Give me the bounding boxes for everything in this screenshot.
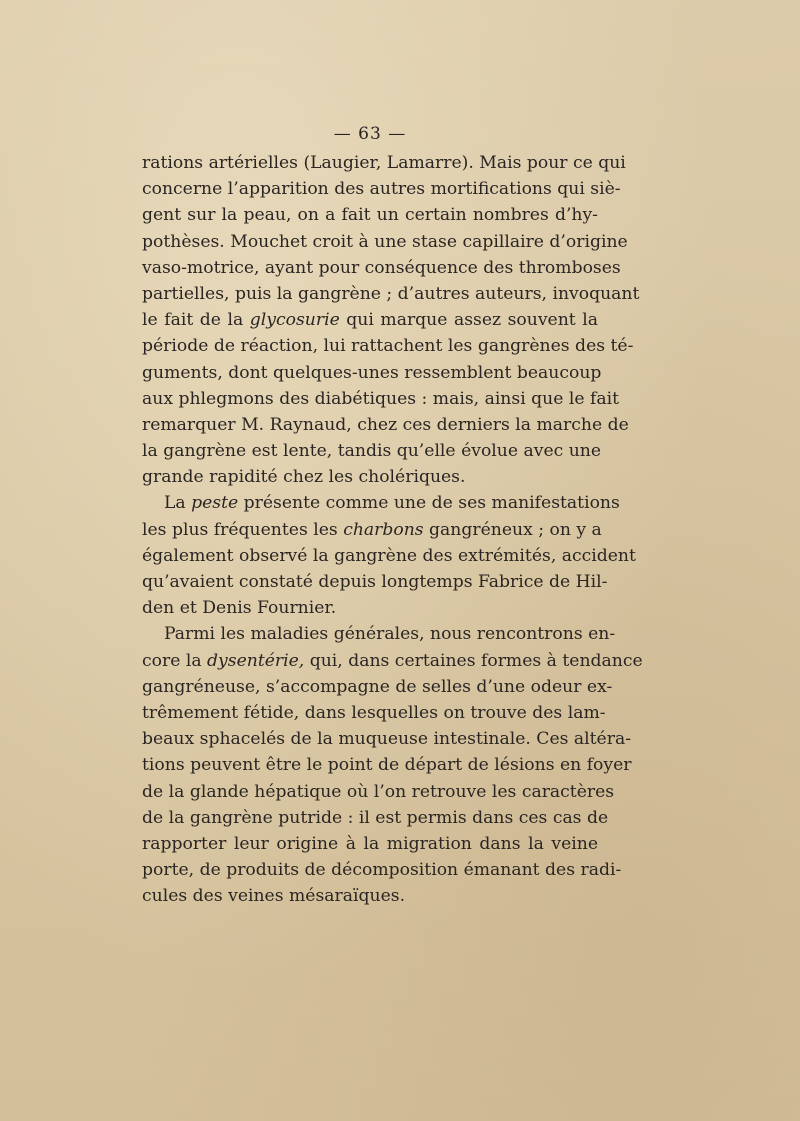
- text-line: [142, 307, 598, 333]
- text-line: [142, 779, 615, 805]
- text-line: [142, 569, 608, 595]
- text-segment: trêmement fétide, dans lesquelles on trouve des lam-: [142, 702, 606, 723]
- text-segment: qui, dans certaines formes à tendance: [304, 650, 643, 671]
- text-line: [142, 464, 598, 490]
- text-segment: de la glande hépatique où l’on retrouve les caractères: [142, 781, 615, 802]
- text-line: [142, 595, 598, 621]
- text-segment: porte, de produits de décomposition émanant des radi-: [142, 860, 622, 881]
- text-segment: La: [164, 493, 192, 514]
- text-segment: remarquer M. Raynaud, chez ces derniers la marche de: [142, 414, 629, 435]
- text-line: [142, 726, 631, 752]
- text-segment: rapporter leur origine à la migration dans la veine: [142, 833, 598, 854]
- text-line: [142, 281, 640, 307]
- text-segment: qui marque assez souvent la: [339, 310, 598, 331]
- italic-term: dysentérie,: [207, 650, 305, 671]
- page-number: — 63 —: [333, 124, 407, 144]
- text-segment: guments, dont quelques-unes ressemblent beaucoup: [142, 362, 602, 383]
- text-segment: den et Denis Fournier.: [142, 598, 337, 619]
- text-line: [142, 883, 598, 909]
- text-line: [142, 752, 632, 778]
- text-segment: cules des veines mésaraïques.: [142, 886, 406, 907]
- text-line: [142, 700, 606, 726]
- text-segment: période de réaction, lui rattachent les gangrènes des té-: [142, 336, 634, 357]
- text-segment: la gangrène est lente, tandis qu’elle évolue avec une: [142, 441, 602, 462]
- text-segment: partielles, puis la gangrène ; d’autres auteurs, invoquant: [142, 283, 640, 304]
- text-line: [142, 674, 613, 700]
- text-segment: qu’avaient constaté depuis longtemps Fabrice de Hil-: [142, 572, 608, 592]
- text-line: [142, 202, 598, 228]
- body-text: [142, 150, 643, 909]
- text-line: [142, 333, 634, 359]
- text-segment: gent sur la peau, on a fait un certain nombres d’hy-: [142, 205, 598, 226]
- text-line: [142, 176, 621, 202]
- text-line: [142, 360, 602, 386]
- text-segment: le fait de la: [142, 310, 250, 331]
- italic-term: charbons: [343, 519, 424, 540]
- text-segment: également observé la gangrène des extrémités, accident: [142, 545, 636, 566]
- text-line: [142, 490, 620, 516]
- text-segment: pothèses. Mouchet croit à une stase capillaire d’origine: [142, 231, 628, 252]
- text-line: [142, 831, 598, 857]
- text-segment: concerne l’apparition des autres mortifications qui siè-: [142, 179, 621, 200]
- italic-term: peste: [191, 493, 239, 514]
- text-line: [142, 150, 626, 176]
- text-segment: les plus fréquentes les: [142, 519, 344, 540]
- text-segment: rations artérielles (Laugier, Lamarre). Mais pour ce qui: [142, 153, 626, 173]
- text-line: [142, 857, 622, 883]
- text-line: [142, 255, 621, 281]
- text-line: [142, 621, 616, 647]
- text-line: [142, 386, 620, 412]
- text-segment: gangréneux ; on y a: [423, 519, 602, 540]
- text-segment: tions peuvent être le point de départ de lésions en foyer: [142, 755, 632, 776]
- text-segment: grande rapidité chez les cholériques.: [142, 467, 466, 488]
- text-segment: gangréneuse, s’accompagne de selles d’une odeur ex-: [142, 676, 613, 697]
- text-segment: présente comme une de ses manifestations: [238, 493, 620, 514]
- text-line: [142, 438, 602, 464]
- text-segment: core la: [142, 650, 208, 671]
- text-line: [142, 543, 636, 569]
- text-segment: beaux sphacelés de la muqueuse intestinale. Ces altéra-: [142, 729, 631, 750]
- text-segment: vaso-motrice, ayant pour conséquence des thromboses: [142, 257, 621, 278]
- text-line: [142, 517, 602, 543]
- text-segment: de la gangrène putride : il est permis dans ces cas de: [142, 807, 609, 828]
- text-segment: Parmi les maladies générales, nous rencontrons en-: [164, 624, 616, 645]
- text-line: [142, 648, 643, 674]
- text-segment: aux phlegmons des diabétiques : mais, ainsi que le fait: [142, 388, 620, 409]
- text-line: [142, 229, 628, 255]
- text-line: [142, 805, 609, 831]
- italic-term: glycosurie: [249, 310, 340, 331]
- text-line: [142, 412, 629, 438]
